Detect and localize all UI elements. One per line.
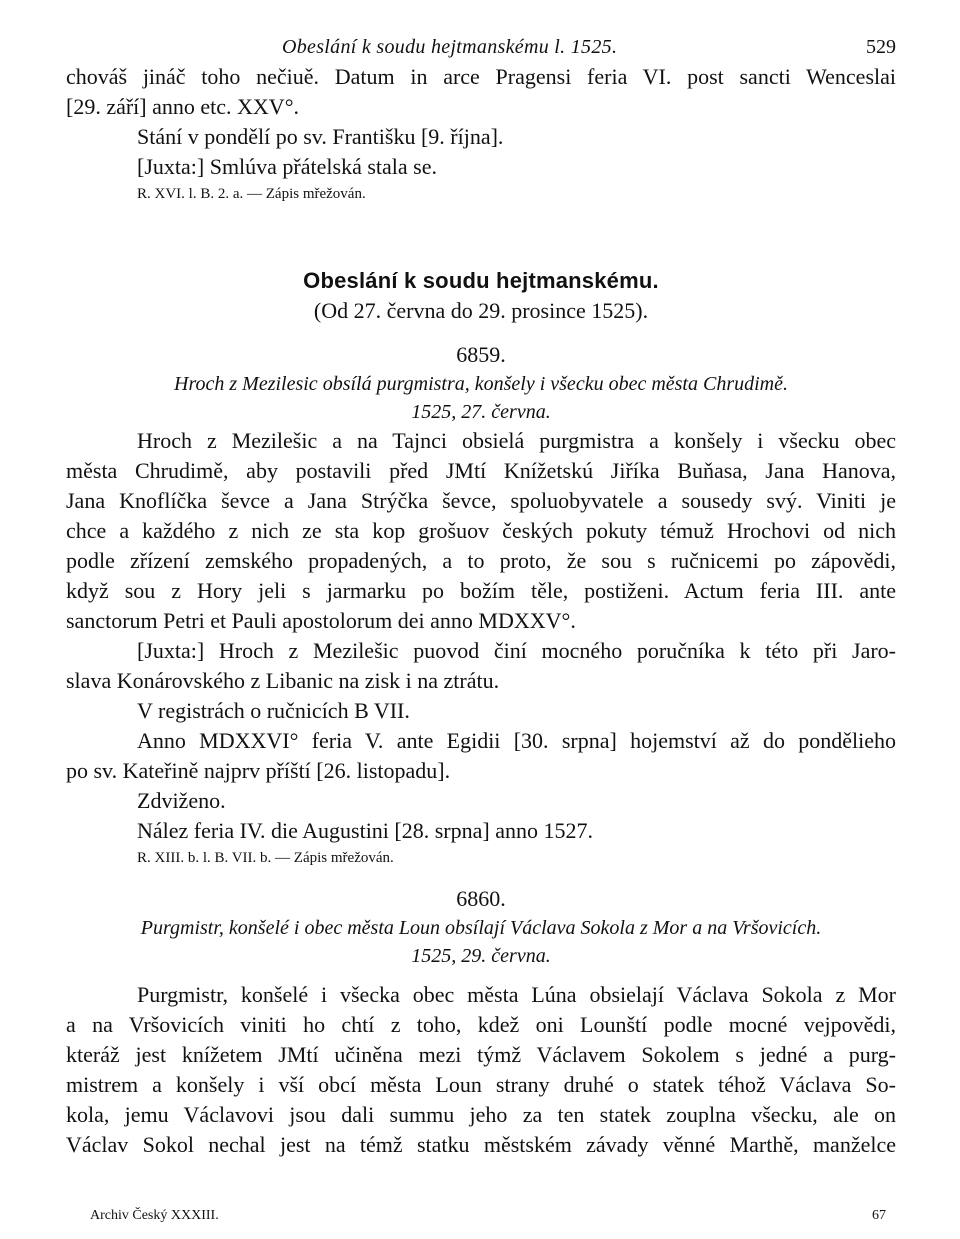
text-line: slava Konárovského z Libanic na zisk i na ztrátu. bbox=[66, 668, 500, 693]
text-line: Jana Knoflíčka ševce a Jana Strýčka ševce, spoluobyvatele a sousedy svý. Viniti je bbox=[66, 488, 896, 513]
text-line: kola, jemu Václavovi jsou dali summu jeho za ten statek zouplna všecku, ale on bbox=[66, 1102, 896, 1127]
document-page bbox=[66, 30, 896, 1160]
text-line: a na Vršovicích viniti ho chtí z toho, kdež oni Lounští podle mocné vejpovědi, bbox=[66, 1012, 896, 1037]
source-reference: R. XVI. l. B. 2. a. — Zápis mřežován. bbox=[137, 186, 366, 202]
previous-entry-end bbox=[66, 62, 896, 206]
section-subtitle: (Od 27. června do 29. prosince 1525). bbox=[313, 298, 649, 323]
text-line: podle zřízení zemského propadených, a to proto, že sou s ručnicemi po zápovědi, bbox=[66, 548, 896, 573]
anno-line: Anno MDXXVI° feria V. ante Egidii [30. srpna] hojemství až do pondělieho bbox=[137, 728, 896, 753]
registr-line: V registrách o ručnicích B VII. bbox=[137, 698, 410, 723]
text-line: Václav Sokol nechal jest na témž statku městském závady věnné Marthě, manželce bbox=[66, 1132, 896, 1157]
text-line: sanctorum Petri et Pauli apostolorum dei anno MDXXV°. bbox=[66, 608, 576, 633]
text-line: [29. září] anno etc. XXV°. bbox=[66, 94, 299, 119]
text-line: mistrem a konšely i vší obcí města Loun strany druhé o statek téhož Václava So- bbox=[66, 1072, 896, 1097]
text-line: chováš jináč toho nečiuě. Datum in arce Pragensi feria VI. post sancti Wenceslai bbox=[66, 64, 896, 89]
page-header bbox=[66, 30, 896, 62]
page-number: 529 bbox=[866, 36, 896, 58]
entry-6860 bbox=[66, 884, 896, 1160]
text-line: po sv. Kateřině najprv příští [26. listopadu]. bbox=[66, 758, 451, 783]
entry-number: 6860. bbox=[456, 886, 506, 911]
entry-6859 bbox=[66, 340, 896, 870]
entry-regest: Hroch z Mezilesic obsílá purgmistra, konšely i všecku obec města Chrudimě. bbox=[174, 373, 788, 395]
text-line: Hroch z Mezilešic a na Tajnci obsielá purgmistra a konšely i všecku obec bbox=[137, 428, 896, 453]
running-title: Obeslání k soudu hejtmanskému l. 1525. bbox=[282, 36, 618, 58]
text-line: chce a každého z nich ze sta kop grošuov českých pokuty témuž Hrochovi od nich bbox=[66, 518, 896, 543]
stani-line: Stání v pondělí po sv. Františku [9. října]. bbox=[137, 124, 504, 149]
footer-sheet-number: 67 bbox=[872, 1208, 886, 1223]
text-line: kteráž jest knížetem JMtí učiněna mezi týmž Václavem Sokolem s jedné a purg- bbox=[66, 1042, 896, 1067]
footer-signature: Archiv Český XXXIII. bbox=[90, 1208, 219, 1223]
source-reference: R. XIII. b. l. B. VII. b. — Zápis mřežován. bbox=[137, 850, 394, 866]
zdvizeno-line: Zdviženo. bbox=[137, 788, 226, 813]
text-line: když sou z Hory jeli s jarmarku po božím těle, postiženi. Actum feria III. ante bbox=[66, 578, 896, 603]
entry-date: 1525, 29. června. bbox=[411, 945, 551, 967]
entry-regest: Purgmistr, konšelé i obec města Loun obsílají Václava Sokola z Mor a na Vršovicích. bbox=[140, 917, 822, 939]
juxta-line: [Juxta:] Hroch z Mezilešic puovod činí mocného poručníka k této při Jaro- bbox=[137, 638, 896, 663]
section-title: Obeslání k soudu hejtmanskému. bbox=[303, 268, 659, 293]
text-line: města Chrudimě, aby postavili před JMtí Knížetskú Jiříka Buňasa, Jana Hanova, bbox=[66, 458, 896, 483]
entry-date: 1525, 27. června. bbox=[411, 401, 551, 423]
entry-number: 6859. bbox=[456, 342, 506, 367]
juxta-line: [Juxta:] Smlúva přátelská stala se. bbox=[137, 154, 437, 179]
text-line: Purgmistr, konšelé i všecka obec města Lúna obsielají Václava Sokola z Mor bbox=[137, 982, 896, 1007]
nalez-line: Nález feria IV. die Augustini [28. srpna] anno 1527. bbox=[137, 818, 593, 843]
